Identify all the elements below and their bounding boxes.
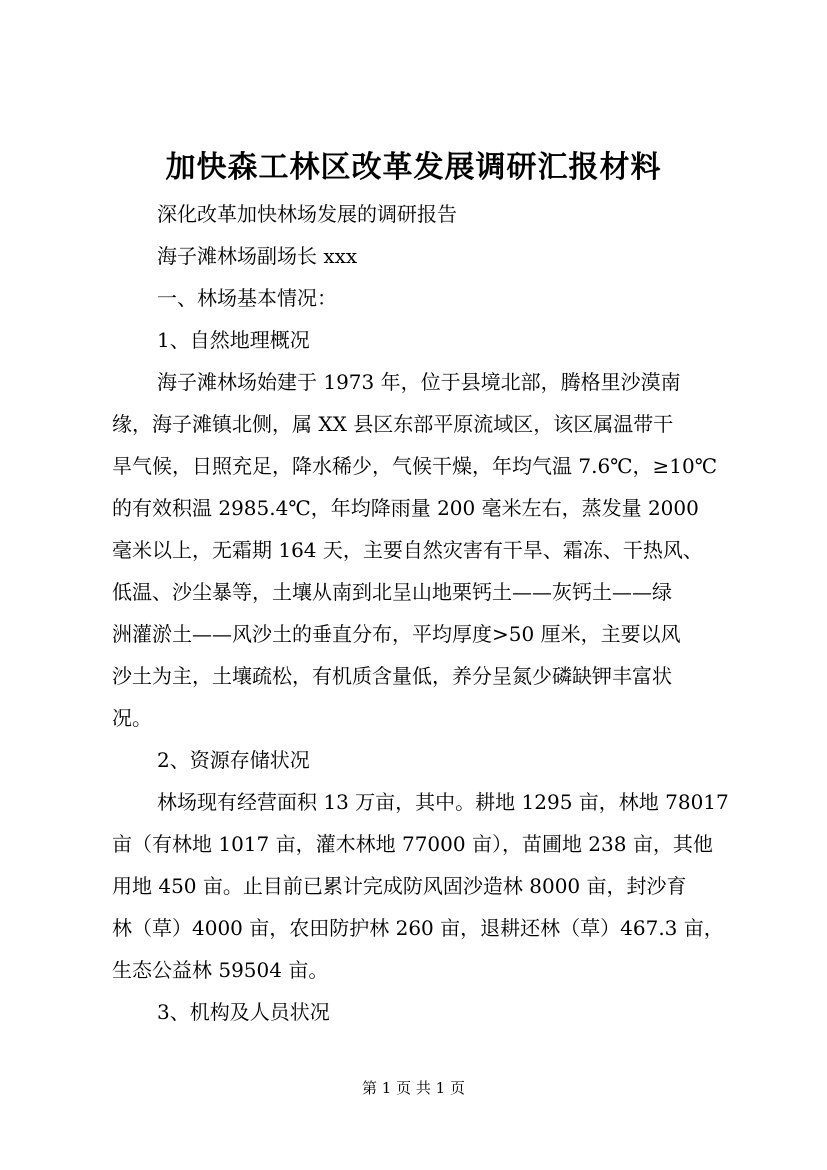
paragraph-line: 沙土为主，土壤疏松，有机质含量低，养分呈氮少磷缺钾丰富状 — [112, 664, 672, 688]
sub2-heading: 2、资源存储状况 — [157, 748, 310, 772]
paragraph-line: 况。 — [112, 706, 152, 730]
paragraph-line: 用地 450 亩。止目前已累计完成防风固沙造林 8000 亩，封沙育 — [112, 874, 687, 898]
document-title: 加快森工林区改革发展调研汇报材料 — [165, 150, 662, 185]
sub3-heading: 3、机构及人员状况 — [157, 1000, 330, 1024]
paragraph-line: 海子滩林场始建于 1973 年，位于县境北部，腾格里沙漠南 — [157, 370, 681, 394]
sub1-heading: 1、自然地理概况 — [157, 328, 310, 352]
paragraph-line: 缘，海子滩镇北侧，属 XX 县区东部平原流域区，该区属温带干 — [112, 412, 674, 436]
paragraph-line: 林场现有经营面积 13 万亩，其中。耕地 1295 亩，林地 78017 — [157, 790, 729, 814]
paragraph-line: 毫米以上，无霜期 164 天，主要自然灾害有干旱、霜冻、干热风、 — [112, 538, 703, 562]
document-subtitle: 深化改革加快林场发展的调研报告 — [157, 202, 457, 226]
paragraph-line: 低温、沙尘暴等，土壤从南到北呈山地栗钙土——灰钙土——绿 — [112, 580, 672, 604]
paragraph-line: 的有效积温 2985.4℃，年均降雨量 200 毫米左右，蒸发量 2000 — [112, 496, 699, 520]
paragraph-line: 洲灌淤土——风沙土的垂直分布，平均厚度>50 厘米，主要以风 — [112, 622, 681, 646]
paragraph-line: 林（草）4000 亩，农田防护林 260 亩，退耕还林（草）467.3 亩， — [112, 916, 724, 940]
page-footer: 第 1 页 共 1 页 — [362, 1079, 465, 1097]
section1-heading: 一、林场基本情况： — [157, 286, 337, 310]
paragraph-line: 旱气候，日照充足，降水稀少，气候干燥，年均气温 7.6℃，≥10℃ — [112, 454, 718, 478]
paragraph-line: 生态公益林 59504 亩。 — [112, 958, 329, 982]
paragraph-line: 亩（有林地 1017 亩，灌木林地 77000 亩），苗圃地 238 亩，其他 — [112, 832, 713, 856]
document-author: 海子滩林场副场长 xxx — [157, 244, 358, 268]
